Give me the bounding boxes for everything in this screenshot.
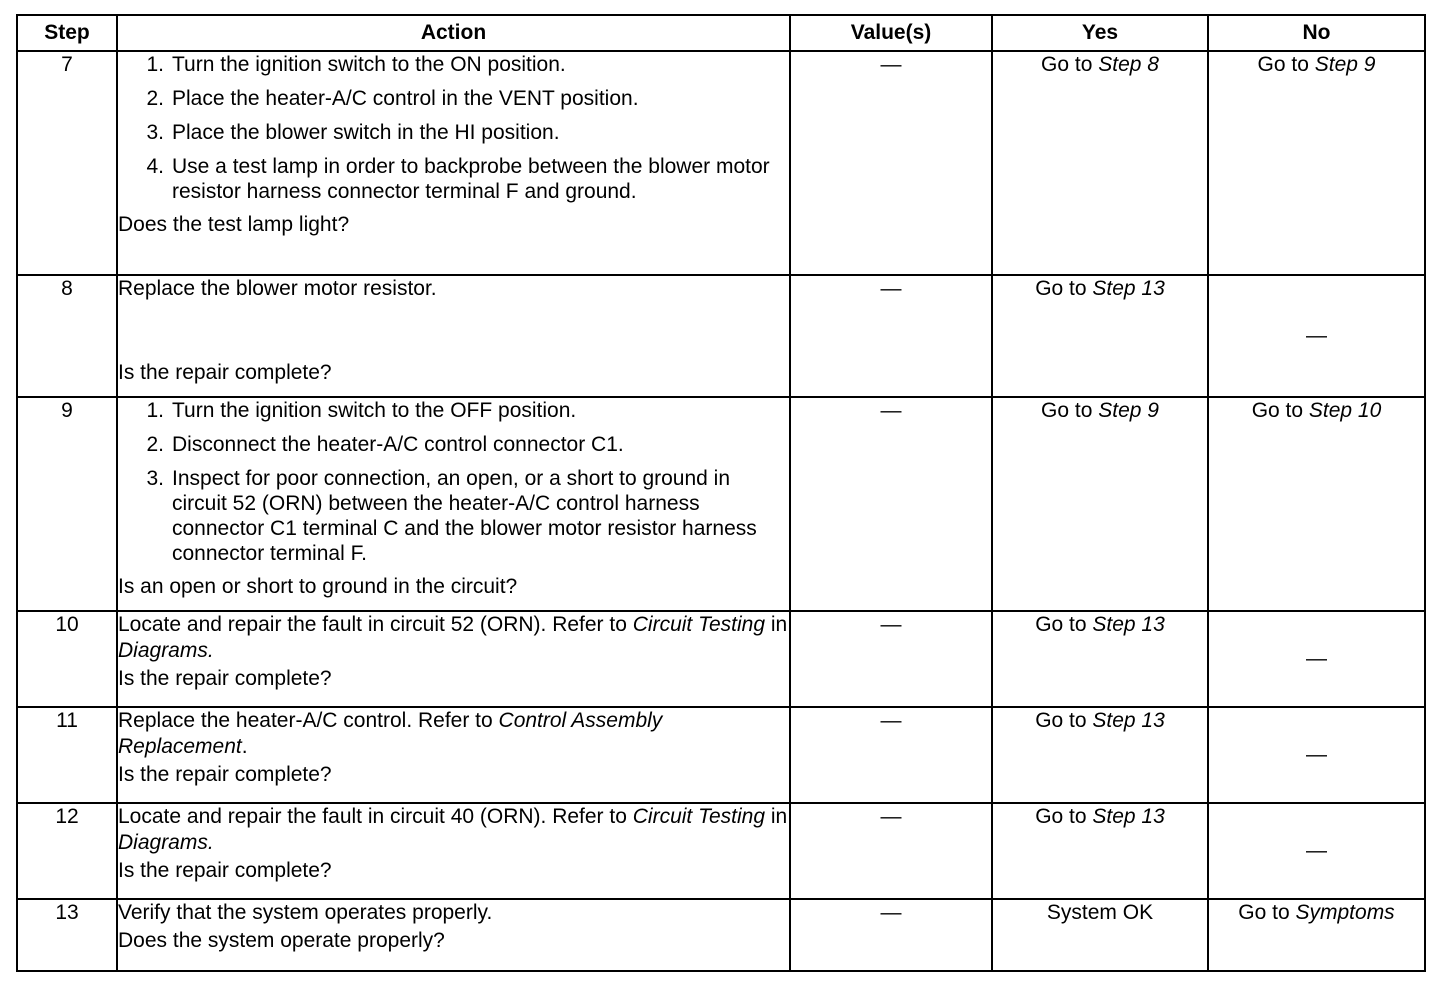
action-step: 3. Inspect for poor connection, an open, or a short to ground in circuit 52 (ORN) between the heater-A/C control harness connector C1 terminal C and the blower motor resistor harness connector terminal F. xyxy=(146,467,757,565)
action-question: Is the repair complete? xyxy=(118,667,332,690)
action-step: 2. Place the heater-A/C control in the VENT position. xyxy=(146,87,639,110)
manual-reference: Control Assembly Replacement xyxy=(118,709,663,758)
header-step: Step xyxy=(17,15,117,51)
action-question: Is the repair complete? xyxy=(118,859,332,882)
table-row xyxy=(17,803,1425,899)
action-cell xyxy=(117,707,790,803)
no-cell: Go to Step 9 xyxy=(1208,51,1425,275)
step-number: 11 xyxy=(17,707,117,803)
table-header xyxy=(17,15,1425,51)
table-row xyxy=(17,707,1425,803)
step-reference: Step 9 xyxy=(1098,399,1159,422)
yes-cell: Go to Step 13 xyxy=(992,611,1208,707)
step-number: 9 xyxy=(17,397,117,611)
action-text: Replace the blower motor resistor. xyxy=(118,277,437,300)
header-values: Value(s) xyxy=(790,15,992,51)
header-row xyxy=(17,15,1425,51)
yes-cell: Go to Step 13 xyxy=(992,707,1208,803)
step-reference: Step 13 xyxy=(1092,709,1165,732)
value-cell: — xyxy=(790,397,992,611)
step-reference: Step 13 xyxy=(1092,613,1165,636)
action-steps xyxy=(118,52,789,204)
action-question: Does the system operate properly? xyxy=(118,929,445,952)
action-cell xyxy=(117,51,790,275)
table-row xyxy=(17,275,1425,397)
step-reference: Step 10 xyxy=(1308,399,1382,422)
action-cell xyxy=(117,803,790,899)
no-cell: — xyxy=(1208,611,1425,707)
action-text: Replace the heater-A/C control. Refer to Control Assembly Replacement. xyxy=(118,709,663,758)
action-step: 2. Disconnect the heater-A/C control connector C1. xyxy=(146,433,624,456)
yes-cell: Go to Step 13 xyxy=(992,803,1208,899)
action-steps xyxy=(118,398,789,566)
action-cell xyxy=(117,275,790,397)
yes-cell: Go to Step 13 xyxy=(992,275,1208,397)
header-yes: Yes xyxy=(992,15,1208,51)
step-reference: Step 13 xyxy=(1092,277,1165,300)
no-cell: — xyxy=(1208,803,1425,899)
table-row xyxy=(17,899,1425,971)
value-cell: — xyxy=(790,275,992,397)
step-number: 13 xyxy=(17,899,117,971)
step-number: 12 xyxy=(17,803,117,899)
action-question: Does the test lamp light? xyxy=(118,213,350,236)
no-cell: — xyxy=(1208,275,1425,397)
table-row xyxy=(17,611,1425,707)
action-step: 1. Turn the ignition switch to the ON position. xyxy=(146,53,566,76)
action-step: 3. Place the blower switch in the HI position. xyxy=(146,121,560,144)
value-cell: — xyxy=(790,51,992,275)
manual-reference: Circuit Testing xyxy=(632,805,766,828)
step-reference: Step 13 xyxy=(1092,805,1165,828)
value-cell: — xyxy=(790,707,992,803)
manual-reference: Diagrams. xyxy=(118,639,214,662)
step-number: 8 xyxy=(17,275,117,397)
table-row xyxy=(17,51,1425,275)
action-cell xyxy=(117,397,790,611)
yes-cell: Go to Step 8 xyxy=(992,51,1208,275)
header-action: Action xyxy=(117,15,790,51)
step-number: 7 xyxy=(17,51,117,275)
yes-cell: Go to Step 9 xyxy=(992,397,1208,611)
action-question: Is the repair complete? xyxy=(118,361,332,384)
diagnostic-table xyxy=(16,14,1426,972)
no-cell: — xyxy=(1208,707,1425,803)
manual-reference: Circuit Testing xyxy=(632,613,766,636)
table-row xyxy=(17,397,1425,611)
yes-cell: System OK xyxy=(992,899,1208,971)
action-cell xyxy=(117,899,790,971)
action-text: Verify that the system operates properly. xyxy=(118,901,493,924)
header-no: No xyxy=(1208,15,1425,51)
no-cell: Go to Symptoms xyxy=(1208,899,1425,971)
action-cell xyxy=(117,611,790,707)
step-reference: Step 9 xyxy=(1314,53,1376,76)
action-step: 4. Use a test lamp in order to backprobe between the blower motor resistor harness connector terminal F and ground. xyxy=(146,155,770,203)
action-step: 1. Turn the ignition switch to the OFF position. xyxy=(146,399,577,422)
action-text: Locate and repair the fault in circuit 52 (ORN). Refer to Circuit Testing in Diagrams. xyxy=(118,613,788,662)
action-question: Is an open or short to ground in the circuit? xyxy=(118,575,518,598)
step-reference: Step 8 xyxy=(1098,53,1159,76)
value-cell: — xyxy=(790,803,992,899)
symptoms-reference: Symptoms xyxy=(1295,901,1395,924)
no-cell: Go to Step 10 xyxy=(1208,397,1425,611)
manual-reference: Diagrams. xyxy=(118,831,214,854)
action-question: Is the repair complete? xyxy=(118,763,332,786)
value-cell: — xyxy=(790,611,992,707)
step-number: 10 xyxy=(17,611,117,707)
value-cell: — xyxy=(790,899,992,971)
action-text: Locate and repair the fault in circuit 40 (ORN). Refer to Circuit Testing in Diagrams. xyxy=(118,805,788,854)
